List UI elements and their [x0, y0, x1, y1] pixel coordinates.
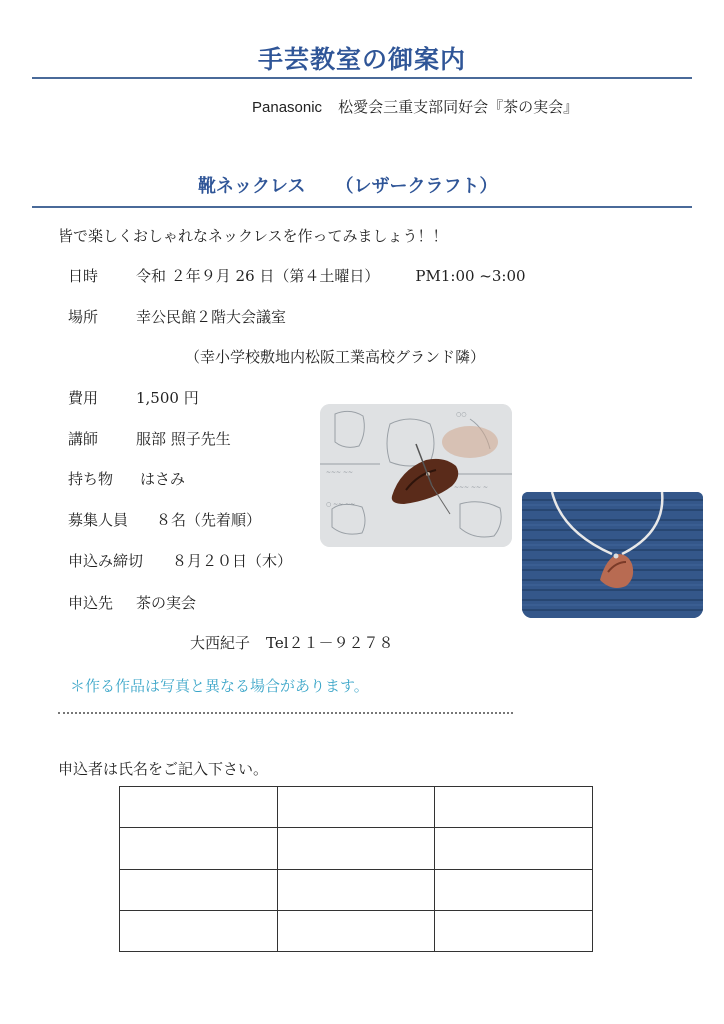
- photo-disclaimer: ＊作る作品は写真と異なる場合があります。: [70, 677, 369, 695]
- teacher-row: [68, 428, 231, 449]
- teacher-value: 服部 照子先生: [136, 430, 231, 448]
- place-note: （幸小学校敷地内松阪工業高校グランド隣）: [185, 348, 486, 366]
- date-value: 令和 ２年９月 26 日（第４土曜日）: [136, 267, 380, 285]
- finished-necklace-photo: [522, 492, 703, 618]
- workshop-heading: [198, 172, 497, 198]
- organizer-line: [252, 96, 578, 117]
- time-value: PM1:00 ~3:00: [415, 267, 526, 285]
- contact-label: 申込先: [68, 594, 114, 612]
- crafting-photo-illustration: [320, 404, 512, 547]
- contact-value: 茶の実会: [136, 594, 197, 612]
- fee-row: [68, 387, 199, 408]
- deadline-value: ８月２０日（木）: [172, 552, 293, 570]
- contact-detail: [190, 632, 394, 653]
- bring-row: [68, 468, 185, 489]
- place-label: 場所: [68, 308, 99, 326]
- svg-text:○○: ○○: [456, 411, 467, 418]
- name-entry-table: [119, 786, 593, 952]
- contact-person: 大西紀子: [190, 634, 251, 652]
- cut-line: [58, 712, 513, 714]
- svg-text:~~~ ~~: ~~~ ~~: [326, 469, 354, 476]
- bring-value: はさみ: [140, 470, 186, 488]
- svg-text:~~~ ~~ ~: ~~~ ~~ ~: [454, 484, 488, 491]
- name-cell[interactable]: [120, 787, 278, 828]
- table-row: [120, 787, 593, 828]
- name-cell[interactable]: [120, 910, 278, 951]
- workshop-subtitle: （レザークラフト）: [335, 176, 498, 197]
- name-cell[interactable]: [435, 910, 593, 951]
- name-cell[interactable]: [120, 828, 278, 869]
- place-value: 幸公民館２階大会議室: [136, 308, 287, 326]
- necklace-photo-illustration: [522, 492, 703, 618]
- contact-tel: Tel２１－９２７８: [266, 634, 394, 652]
- fee-value: 1,500 円: [136, 389, 199, 407]
- deadline-row: [68, 550, 292, 571]
- heading-divider: [32, 206, 692, 208]
- date-label: 日時: [68, 267, 99, 285]
- intro-text: 皆で楽しくおしゃれなネックレスを作ってみましょう！！: [58, 227, 448, 245]
- page-title: 手芸教室の御案内: [257, 45, 466, 74]
- fee-label: 費用: [68, 389, 99, 407]
- capacity-label: 募集人員: [68, 511, 129, 529]
- organizer-name: 松愛会三重支部同好会『茶の実会』: [338, 98, 579, 116]
- table-row: [120, 910, 593, 951]
- name-cell[interactable]: [120, 869, 278, 910]
- place-row: [68, 306, 286, 327]
- name-cell[interactable]: [277, 828, 435, 869]
- table-row: [120, 869, 593, 910]
- deadline-label: 申込み締切: [68, 552, 144, 570]
- name-cell[interactable]: [435, 869, 593, 910]
- name-cell[interactable]: [435, 787, 593, 828]
- contact-row: [68, 592, 196, 613]
- name-cell[interactable]: [435, 828, 593, 869]
- table-row: [120, 828, 593, 869]
- teacher-label: 講師: [68, 430, 99, 448]
- form-instruction: 申込者は氏名をご記入下さい。: [58, 760, 269, 778]
- capacity-row: [68, 509, 261, 530]
- name-cell[interactable]: [277, 869, 435, 910]
- workshop-name: 靴ネックレス: [198, 176, 306, 197]
- date-row: [68, 265, 526, 286]
- name-cell[interactable]: [277, 910, 435, 951]
- crafting-photo: [320, 404, 512, 547]
- capacity-value: ８名（先着順）: [156, 511, 262, 529]
- title-divider: [32, 77, 692, 79]
- organizer-brand: Panasonic: [252, 99, 323, 116]
- bring-label: 持ち物: [68, 470, 114, 488]
- name-cell[interactable]: [277, 787, 435, 828]
- svg-text:○ ~~ ~~: ○ ~~ ~~: [326, 501, 356, 508]
